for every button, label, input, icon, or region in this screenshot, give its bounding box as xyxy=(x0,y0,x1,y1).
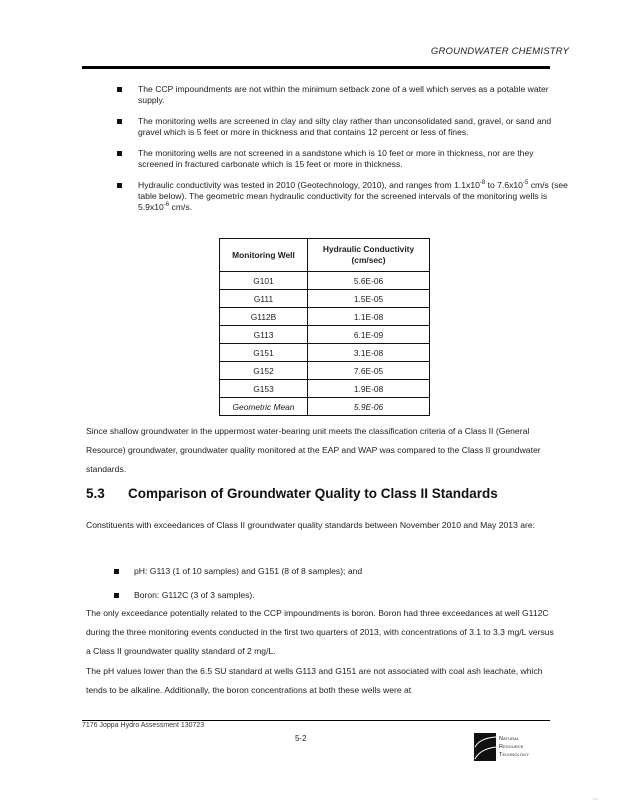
well-cell: G153 xyxy=(220,380,308,398)
header-rule xyxy=(82,66,550,69)
conductivity-cell: 6.1E-09 xyxy=(308,326,430,344)
mean-label-cell: Geometric Mean xyxy=(220,398,308,416)
logo-line: Natural xyxy=(499,736,520,742)
conductivity-cell: 1.9E-08 xyxy=(308,380,430,398)
logo-line: Resource xyxy=(499,744,524,750)
well-cell: G111 xyxy=(220,290,308,308)
running-header-title: GROUNDWATER CHEMISTRY xyxy=(430,46,569,57)
text-run: cm/s (see table below). The geometric mean hydraulic conductivity for the screened intervals of the monitoring wells is 5.9x10 xyxy=(138,180,568,212)
square-bullet-icon xyxy=(117,87,122,92)
well-cell: G112B xyxy=(220,308,308,326)
table-row xyxy=(220,308,430,326)
superscript: -6 xyxy=(163,202,170,208)
well-cell: G101 xyxy=(220,272,308,290)
bullet-item xyxy=(110,148,570,170)
text-run: cm/s. xyxy=(169,202,193,212)
table-row xyxy=(220,344,430,362)
bullet-text: pH: G113 (1 of 10 samples) and G151 (8 of 8 samples); and xyxy=(134,566,363,576)
column-header-hydraulic-conductivity: Hydraulic Conductivity (cm/sec) xyxy=(308,239,430,272)
section-number: 5.3 xyxy=(86,486,105,501)
well-cell: G151 xyxy=(220,344,308,362)
company-logo xyxy=(474,733,564,761)
section-heading xyxy=(86,486,498,501)
bullet-item xyxy=(112,566,552,577)
scan-artifact: ·-·-· xyxy=(592,796,599,801)
criteria-bullet-list xyxy=(110,84,570,223)
footer-rule xyxy=(82,720,550,721)
conductivity-cell: 3.1E-08 xyxy=(308,344,430,362)
conductivity-cell: 1.5E-05 xyxy=(308,290,430,308)
bullet-item xyxy=(112,590,552,601)
bullet-item xyxy=(110,116,570,138)
conductivity-cell: 1.1E-08 xyxy=(308,308,430,326)
ph-paragraph: The pH values lower than the 6.5 SU standard at wells G113 and G151 are not associated with coal ash leachate, which tends to be alkaline. Additionally, the boron concentrations at both these wells were at xyxy=(86,666,543,695)
logo-text xyxy=(499,735,529,759)
logo-line: Technology xyxy=(499,752,529,758)
table-row xyxy=(220,290,430,308)
classification-paragraph: Since shallow groundwater in the uppermost water-bearing unit meets the classification criteria of a Class II (General Resource) groundwater, groundwater quality monitored at the EAP and WAP was compared to the Class II groundwater standards. xyxy=(86,426,541,474)
footer-document-id: 7176 Joppa Hydro Assessment 130723 xyxy=(82,722,205,729)
footer-page-number: 5-2 xyxy=(295,734,307,743)
bullet-item xyxy=(110,84,570,106)
text-run: Hydraulic conductivity was tested in 2010 (Geotechnology, 2010), and ranges from 1.1x10 xyxy=(138,180,480,190)
logo-swoosh-icon xyxy=(474,733,496,761)
conductivity-cell: 5.6E-06 xyxy=(308,272,430,290)
bullet-item xyxy=(110,180,570,213)
text-run: to 7.6x10 xyxy=(485,180,523,190)
table-row xyxy=(220,362,430,380)
conductivity-cell: 7.6E-05 xyxy=(308,362,430,380)
table-header-row xyxy=(220,239,430,272)
well-cell: G113 xyxy=(220,326,308,344)
bullet-text: The monitoring wells are not screened in a sandstone which is 10 feet or more in thickness, nor are they screened in fractured carbonate which is 15 feet or more in thickness. xyxy=(138,148,534,169)
table-row xyxy=(220,380,430,398)
square-bullet-icon xyxy=(117,183,122,188)
table-row xyxy=(220,326,430,344)
square-bullet-icon xyxy=(117,151,122,156)
boron-paragraph: The only exceedance potentially related to the CCP impoundments is boron. Boron had three exceedances at well G112C during the three monitoring events conducted in the first two quarters of 2013, with concentrations of 3.1 to 3.3 mg/L versus a Class II groundwater quality standard of 2 mg/L. xyxy=(86,608,554,656)
geometric-mean-row xyxy=(220,398,430,416)
well-cell: G152 xyxy=(220,362,308,380)
mean-value-cell: 5.9E-06 xyxy=(308,398,430,416)
constituents-paragraph: Constituents with exceedances of Class II groundwater quality standards between November 2010 and May 2013 are: xyxy=(86,520,536,530)
bullet-text: Boron: G112C (3 of 3 samples). xyxy=(134,590,255,600)
square-bullet-icon xyxy=(117,119,122,124)
table-row xyxy=(220,272,430,290)
square-bullet-icon xyxy=(114,593,119,598)
superscript: -8 xyxy=(479,180,486,186)
bullet-text: The CCP impoundments are not within the minimum setback zone of a well which serves as a potable water supply. xyxy=(138,84,549,105)
square-bullet-icon xyxy=(114,569,119,574)
section-title: Comparison of Groundwater Quality to Class II Standards xyxy=(128,486,498,501)
hydraulic-conductivity-table xyxy=(219,238,430,416)
bullet-text: The monitoring wells are screened in clay and silty clay rather than unconsolidated sand, gravel, or sand and gravel which is 5 feet or more in thickness and that contains 12 percent or less of fines. xyxy=(138,116,552,137)
superscript: -5 xyxy=(522,180,529,186)
bullet-text xyxy=(138,180,568,212)
column-header-monitoring-well: Monitoring Well xyxy=(220,239,308,272)
